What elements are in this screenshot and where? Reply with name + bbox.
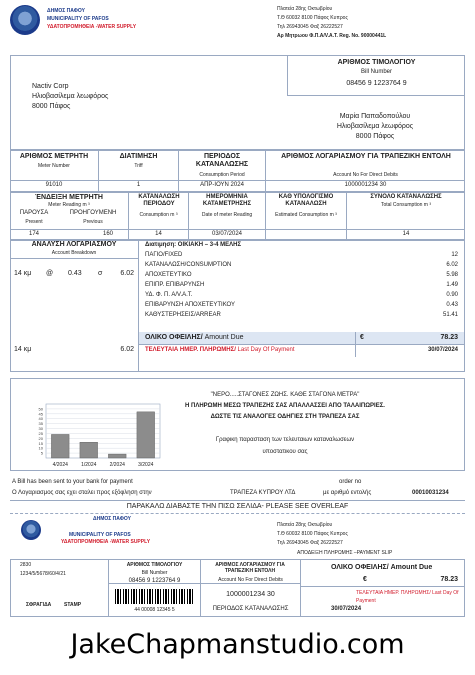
period-label-en: Consumption Period — [199, 172, 245, 178]
charge-value: 0.43 — [446, 302, 458, 308]
stamp-label: STAMP — [64, 602, 82, 608]
municipality-logo — [10, 5, 40, 35]
consumption-quantity: 14 κμ — [14, 270, 32, 277]
slip-department: ΥΔΑΤΟΠΡΟΜΗΘΕΙΑ -WATER SUPPLY — [61, 539, 151, 545]
bill-number-label-gr: ΑΡΙΘΜΟΣ ΤΙΜΟΛΟΓΙΟΥ — [337, 59, 416, 66]
charge-value: 6.02 — [446, 262, 458, 268]
chart-y-tick: 50 — [38, 406, 43, 412]
customer-city: 8000 Πάφος — [355, 133, 395, 140]
last-day-of-payment: 30/07/2024 — [427, 347, 458, 353]
estimated-label-en: Estimated Consumption m ³ — [275, 212, 337, 218]
graph-caption-2: υποστατικου σας — [262, 449, 308, 455]
order-label-gr: με αριθμό εντολής — [323, 490, 372, 496]
reading-date-label-gr: ΗΜΕΡΟΜΗΝΙΑ ΚΑΤΑΜΕΤΡΗΣΗΣ — [202, 194, 252, 207]
present-reading: 174 — [28, 231, 39, 237]
slip-org-en: MUNICIPALITY OF PAFOS — [69, 532, 131, 538]
address-line-2: Τ.Θ 60032 8100 Πάφος Κυπρος — [277, 15, 348, 21]
direct-debit-account: 1000001234 30 — [344, 182, 387, 188]
slip-account-label-en: Account No For Direct Debits — [218, 577, 283, 583]
charge-value: 51.41 — [442, 312, 458, 318]
slip-org-gr: ΔΗΜΟΣ ΠΑΦΟΥ — [93, 516, 131, 522]
charge-label: ΚΑΤΑΝΑΛΩΣΗ/CONSUMPTION — [145, 262, 232, 268]
total-consumption: 14 — [402, 231, 410, 237]
period-consumption-label-gr: ΚΑΤΑΝΑΛΩΣΗ ΠΕΡΙΟΔΟΥ — [138, 194, 180, 207]
total-consumption-label-gr: ΣΥΝΟΛΟ ΚΑΤΑΝΑΛΩΣΗΣ — [370, 194, 442, 200]
last-day-label: ΤΕΛΕΥΤΑΙΑ ΗΜΕΡ. ΠΛΗΡΩΜΗΣ/ Last Day Of Payment — [145, 347, 295, 353]
consumption-period: ΑΠΡ-ΙΟΥΝ 2024 — [200, 182, 244, 188]
consumption-amount: 6.02 — [120, 270, 134, 277]
charge-label: ΥΔ. Φ. Π. Α/V.A.T. — [145, 292, 193, 298]
slip-bill-number: 08456 9 1223764 9 — [128, 578, 181, 584]
bottom-quantity: 14 κμ — [14, 346, 32, 353]
seal-label: ΣΦΡΑΓΙΔΑ — [26, 602, 52, 608]
breakdown-title-gr: ΑΝΑΛΥΣΗ ΛΟΓΑΡΙΑΣΜΟΥ — [31, 241, 117, 248]
slip-account: 1000001234 30 — [226, 591, 275, 598]
amount-due: 78.23 — [440, 334, 458, 341]
slip-address-3: Τηλ 26943045 Φαξ 26222527 — [277, 540, 343, 546]
amount-due-label: ΟΛΙΚΟ ΟΦΕΙΛΗΣ/ Amount Due — [145, 334, 244, 341]
charge-label: ΠΑΓΙΟ/FIXED — [145, 252, 183, 258]
department-name: ΥΔΑΤΟΠΡΟΜΗΘΕΙΑ -WATER SUPPLY — [47, 24, 137, 30]
meter-number: 91010 — [45, 182, 63, 188]
meter-reading-label-gr: ΈΝΔΕΙΞΗ ΜΕΤΡΗΤΗ — [34, 194, 103, 201]
address-line-3: Τηλ 26943045 Φαξ 26222527 — [277, 24, 343, 30]
charge-label: ΑΠΟΧΕΤΕΥΤΙΚΟ — [145, 272, 192, 278]
chart-x-tick: 3/2024 — [138, 462, 154, 468]
sender-name: Nactiv Corp — [32, 83, 69, 90]
period-consumption: 14 — [155, 231, 162, 237]
slip-last-day: 30/07/2024 — [331, 606, 362, 612]
chart-y-tick: 35 — [38, 421, 43, 427]
bill-number: 08456 9 1223764 9 — [346, 80, 407, 87]
slip-address-2: Τ.Θ 60032 8100 Πάφος Κυπρος — [277, 531, 348, 537]
meter-number-label-en: Meter Number — [38, 163, 70, 169]
slip-code-2: 1234/5/5678/60/4/21 — [20, 571, 66, 577]
slip-last-day-label: ΤΕΛΕΥΤΑΙΑ ΗΜΕΡ. ΠΛΗΡΩΜΗΣ/ Last Day Of Payment — [356, 590, 459, 604]
chart-x-tick: 2/2024 — [109, 462, 125, 468]
sender-street: Ηλιοβασίλεμα λεωφόρος — [32, 93, 109, 100]
vat-registration: Αρ Μητρωου Φ.Π.Α/V.A.T. Reg. No. 90000441L — [277, 33, 387, 39]
tariff-label-en: Triff — [134, 163, 143, 169]
present-label-en: Present — [25, 219, 43, 225]
slip-period-label: ΠΕΡΙΟΔΟΣ ΚΑΤΑΝΑΛΩΣΗΣ — [212, 606, 289, 612]
unit-rate: 0.43 — [68, 270, 82, 277]
present-label-gr: ΠΑΡΟΥΣΑ — [19, 210, 49, 216]
barcode — [115, 589, 195, 604]
account-label-gr: ΑΡΙΘΜΟΣ ΛΟΓΑΡΙΑΣΜΟΥ ΓΙΑ ΤΡΑΠΕΖΙΚΗ ΕΝΤΟΛΗ — [281, 153, 451, 160]
barcode-number: 44 00008 12345 5 — [134, 607, 175, 613]
slip-title: ΑΠΟΔΕΙΞΗ ΠΛΗΡΩΜΗΣ –PAYMENT SLIP — [297, 550, 393, 556]
currency-symbol: € — [360, 334, 364, 341]
see-overleaf: ΠΑΡΑΚΑΛΩ ΔΙΑΒΑΣΤΕ ΤΗΝ ΠΙΣΩ ΣΕΛΙΔΑ- PLEASE SEE OVERLEAF — [126, 503, 349, 510]
slogan: "ΝΕΡΟ.....ΣΤΑΓΟΝΕΣ ΖΩΗΣ. ΚΑΘΕ ΣΤΑΓΟΝΑ ΜΕΤΡΑ" — [210, 392, 360, 398]
chart-y-tick: 45 — [38, 411, 43, 417]
org-name-en: MUNICIPALITY OF PAFOS — [47, 16, 109, 22]
chart-y-tick: 40 — [38, 416, 43, 422]
consumption-chart — [26, 400, 166, 472]
tariff-label-gr: ΔΙΑΤΙΜΗΣΗ — [119, 153, 158, 160]
order-number: 00010031234 — [412, 490, 449, 496]
period-label-gr: ΠΕΡΙΟΔΟΣ ΚΑΤΑΝΑΛΩΣΗΣ — [195, 153, 249, 168]
charge-label: ΕΠΙΒΑΡΥΝΣΗ ΑΠΟΧΕΤΕΥΤΙΚΟΥ — [145, 302, 236, 308]
chart-y-tick: 5 — [40, 450, 43, 456]
customer-street: Ηλιοβασίλεμα λεωφόρος — [336, 123, 414, 130]
meter-number-label-gr: ΑΡΙΘΜΟΣ ΜΕΤΡΗΤΗ — [19, 153, 89, 160]
tariff-title: Διατιμηση: ΟΙΚΙΑΚΗ – 3-4 ΜΕΛΗΣ — [145, 242, 242, 248]
charge-value: 12 — [451, 252, 458, 258]
estimated-label-gr: ΚΑΘ ΥΠΟΛΟΓΙΣΜΟ ΚΑΤΑΝΑΛΩΣΗ — [278, 194, 334, 207]
slip-bill-number-label-en: Bill Number — [141, 570, 168, 576]
chart-bar — [108, 454, 126, 458]
order-no-label: order no — [339, 479, 362, 485]
bill-sent-en: A Bill has been sent to your bank for payment — [12, 479, 133, 485]
period-consumption-label-en: Consumption m ³ — [139, 212, 178, 218]
slip-currency: € — [363, 576, 367, 583]
charge-value: 1.49 — [446, 282, 458, 288]
slip-logo — [21, 520, 41, 540]
sender-city: 8000 Πάφος — [32, 103, 71, 110]
at-symbol: @ — [46, 270, 54, 277]
bottom-amount: 6.02 — [120, 346, 134, 353]
bill-sent-gr: Ο Λογαριασμος σας εχει σταλει προς εξόφληση στην — [12, 490, 152, 496]
charge-label: ΕΠΙΠΡ. ΕΠΙΒΑΡΥΝΣΗ — [145, 282, 205, 288]
bank-name: ΤΡΑΠΕΖΑ ΚΥΠΡΟΥ ΛΤΔ — [230, 490, 296, 496]
charge-value: 0.90 — [446, 292, 458, 298]
slip-account-label-gr: ΑΡΙΘΜΟΣ ΛΟΓΑΡΙΑΣΜΟΥ ΓΙΑ ΤΡΑΠΕΖΙΚΗ ΕΝΤΟΛΗ — [215, 562, 285, 574]
meter-reading-label-en: Meter Reading m ³ — [48, 202, 90, 208]
chart-bar — [51, 434, 69, 458]
previous-reading: 160 — [102, 231, 113, 237]
org-name-gr: ΔΗΜΟΣ ΠΑΦΟΥ — [47, 8, 85, 14]
slip-bill-number-label-gr: ΑΡΙΘΜΟΣ ΤΙΜΟΛΟΓΙΟΥ — [126, 562, 183, 568]
charge-value: 5.98 — [446, 272, 458, 278]
slip-address-1: Πλατεία 28ης Οκτωβρίου — [277, 522, 333, 528]
bank-payment-line-1: Η ΠΛΗΡΩΜΗ ΜΕΣΩ ΤΡΑΠΕΖΗΣ ΣΑΣ ΑΠΑΛΛΑΣΣΕΙ ΑΠΟ ΤΑΛΑΙΠΩΡΙΕΣ. — [185, 403, 385, 409]
account-label-en: Account No For Direct Debits — [333, 172, 398, 178]
chart-y-tick: 25 — [38, 430, 43, 436]
address-line-1: Πλατεία 28ης Οκτωβρίου — [277, 6, 333, 12]
watermark: JakeChapmanstudio.com — [70, 629, 405, 660]
reading-date: 03/07/2024 — [211, 231, 243, 237]
chart-y-tick: 15 — [38, 440, 43, 446]
chart-y-tick: 20 — [38, 435, 43, 441]
previous-label-en: Previous — [83, 219, 103, 225]
chart-y-tick: 30 — [38, 426, 43, 432]
customer-name: Μαρία Παπαδοπούλου — [339, 113, 411, 120]
tariff-value: 1 — [136, 182, 141, 188]
chart-y-tick: 10 — [38, 445, 43, 451]
chart-x-tick: 4/2024 — [52, 462, 68, 468]
bank-payment-line-2: ΔΩΣΤΕ ΤΙΣ ΑΝΑΛΟΓΕΣ ΟΔΗΓΙΕΣ ΣΤΗ ΤΡΑΠΕΖΑ ΣΑΣ — [210, 414, 360, 420]
total-consumption-label-en: Total Consumption m ³ — [380, 202, 432, 208]
breakdown-title-en: Account Breakdown — [51, 250, 97, 256]
reading-date-label-en: Date of meter Reading — [201, 212, 253, 218]
bill-number-label-en: Bill Number — [360, 69, 392, 75]
graph-caption-1: Γραφικη παρασταση των τελευταιων καταναλωσεων — [215, 437, 355, 443]
chart-bar — [80, 442, 98, 458]
sigma-symbol: σ — [98, 270, 103, 277]
slip-amount-due-label: ΟΛΙΚΟ ΟΦΕΙΛΗΣ/ Amount Due — [331, 564, 433, 571]
chart-x-tick: 1/2024 — [81, 462, 97, 468]
slip-amount-due: 78.23 — [440, 576, 458, 583]
previous-label-gr: ΠΡΟΗΓΟΥΜΕΝΗ — [69, 210, 117, 216]
slip-code-1: 2830 — [20, 562, 32, 568]
charge-label: ΚΑΘΥΣΤΕΡΗΣΕΙΣ/ARREAR — [145, 312, 221, 318]
